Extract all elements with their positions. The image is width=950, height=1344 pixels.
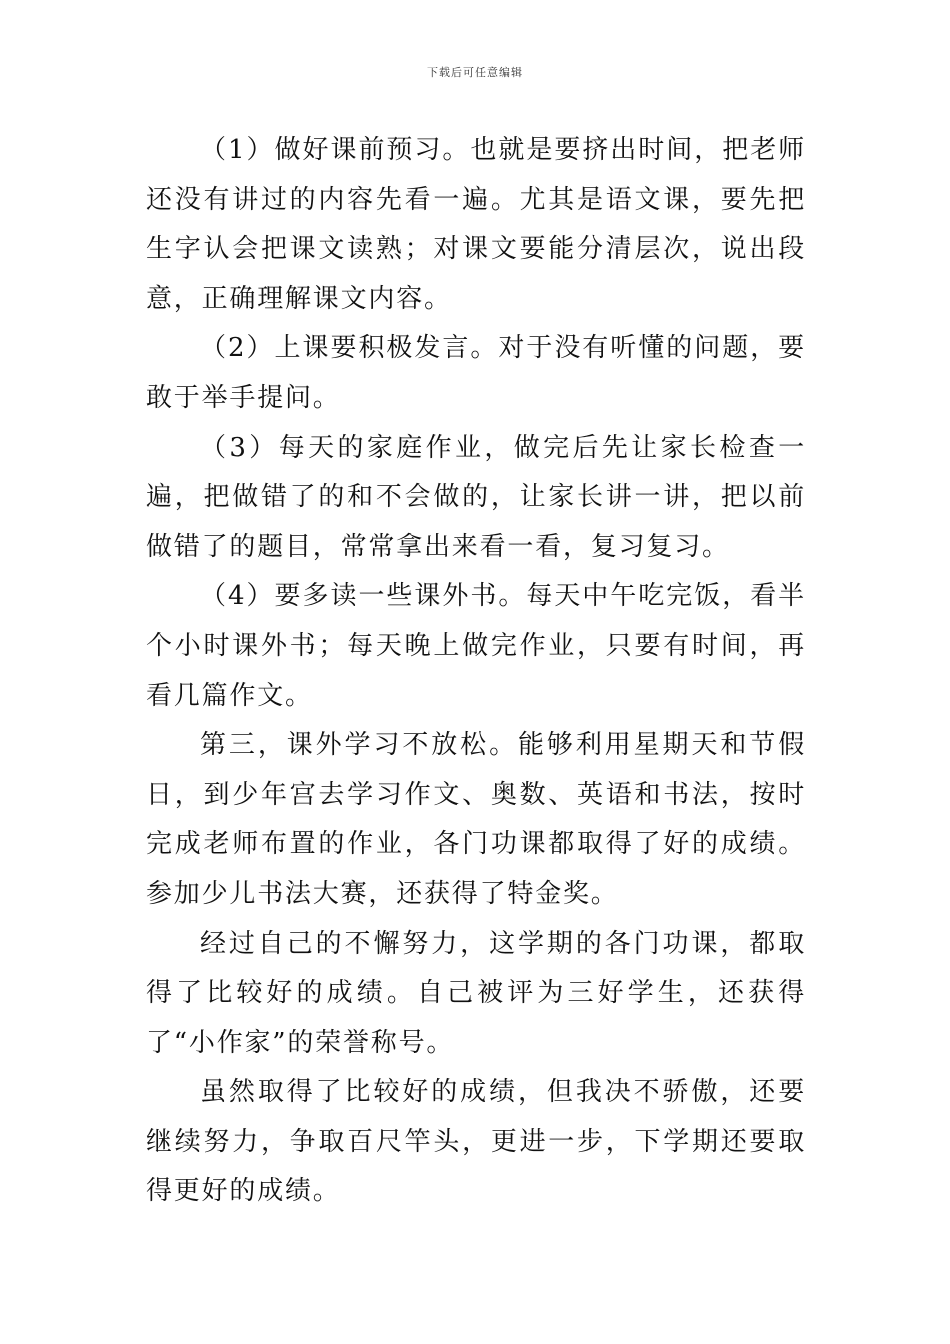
paragraph-preview: （1）做好课前预习。也就是要挤出时间，把老师还没有讲过的内容先看一遍。尤其是语文课，要先把生字认会把课文读熟；对课文要能分清层次，说出段意，正确理解课文内容。 [146,135,806,314]
page-header: 下载后可任意编辑 [427,66,523,79]
document-body [146,126,806,1217]
paragraph-results: 经过自己的不懈努力，这学期的各门功课，都取得了比较好的成绩。自己被评为三好学生，还获得了“小作家”的荣誉称号。 [146,928,806,1058]
paragraph-homework: （3）每天的家庭作业，做完后先让家长检查一遍，把做错了的和不会做的，让家长讲一讲，把以前做错了的题目，常常拿出来看一看，复习复习。 [146,432,806,562]
paragraph-speak-up: （2）上课要积极发言。对于没有听懂的问题，要敢于举手提问。 [146,333,806,413]
paragraph-reading: （4）要多读一些课外书。每天中午吃完饭，看半个小时课外书；每天晚上做完作业，只要有时间，再看几篇作文。 [146,581,806,711]
paragraph-extracurricular: 第三，课外学习不放松。能够利用星期天和节假日，到少年宫去学习作文、奥数、英语和书法，按时完成老师布置的作业，各门功课都取得了好的成绩。参加少儿书法大赛，还获得了特金奖。 [146,730,806,909]
paragraph-conclusion: 虽然取得了比较好的成绩，但我决不骄傲，还要继续努力，争取百尺竿头，更进一步，下学期还要取得更好的成绩。 [146,1077,806,1207]
